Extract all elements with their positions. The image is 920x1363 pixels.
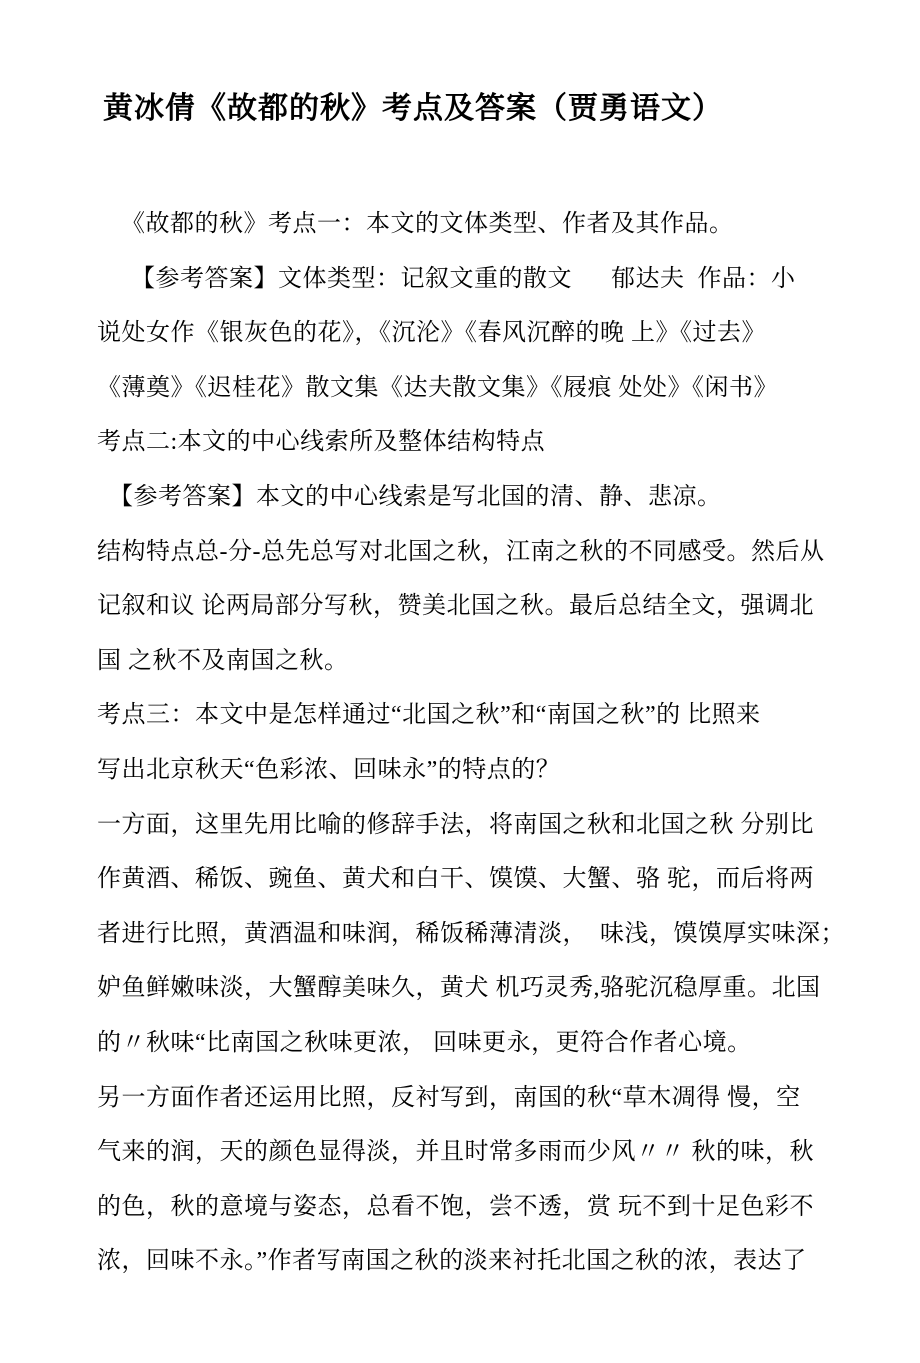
text-line: 结构特点总-分-总先总写对北国之秋，江南之秋的不同感受。然后从 [97, 538, 825, 565]
text-line: 【参考答案】本文的中心线索是写北国的清、静、悲凉。 [109, 483, 722, 510]
text-line: 考点二:本文的中心线索所及整体结构特点 [97, 429, 546, 456]
text-line: 《故都的秋》考点一：本文的文体类型、作者及其作品。 [121, 211, 734, 237]
text-line: 气来的润，天的颜色显得淡，并且时常多雨而少风〃〃 秋的味，秋 [97, 1139, 814, 1166]
text-line: 的〃秋味“比南国之秋味更浓， 回味更永，更符合作者心境。 [97, 1029, 752, 1056]
text-line: 另一方面作者还运用比照，反衬写到，南国的秋“草木凋得 慢，空 [97, 1084, 801, 1111]
text-line: 妒鱼鲜嫩味淡，大蟹醇美味久，黄犬 机巧灵秀,骆驼沉稳厚重。北国 [97, 975, 821, 1002]
text-line: 《薄奠》《迟桂花》散文集《达夫散文集》《屐痕 处处》《闲书》 [97, 374, 778, 401]
text-line: 说处女作《银灰色的花》，《沉沦》《春风沉醉的晚 上》《过去》 [97, 320, 766, 347]
text-line: 一方面，这里先用比喻的修辞手法，将南国之秋和北国之秋 分别比 [97, 811, 814, 838]
text-line: 写出北京秋天“色彩浓、回味永”的特点的？ [97, 756, 561, 783]
text-line: 国 之秋不及南国之秋。 [97, 647, 349, 674]
text-line: 浓，回味不永。”作者写南国之秋的淡来衬托北国之秋的浓，表达了 [97, 1248, 807, 1275]
text-line: 记叙和议 论两局部分写秋，赞美北国之秋。最后总结全文，强调北 [97, 593, 814, 620]
document-body [97, 197, 857, 1289]
text-line: 者进行比照，黄酒温和味润，稀饭稀薄清淡， 味浅，馍馍厚实味深； [97, 920, 845, 947]
text-line: 作黄酒、稀饭、豌鱼、黄犬和白干、馍馍、大蟹、骆 驼，而后将两 [97, 866, 814, 893]
text-line: 的色，秋的意境与姿态，总看不饱，尝不透，赏 玩不到十足色彩不 [97, 1193, 814, 1220]
text-line: 【参考答案】文体类型：记叙文重的散文 郁达夫 作品：小 [131, 265, 796, 292]
document-title: 黄冰倩《故都的秋》考点及答案（贾勇语文） [103, 92, 723, 125]
text-line: 考点三：本文中是怎样通过“北国之秋”和“南国之秋”的 比照来 [97, 702, 761, 729]
